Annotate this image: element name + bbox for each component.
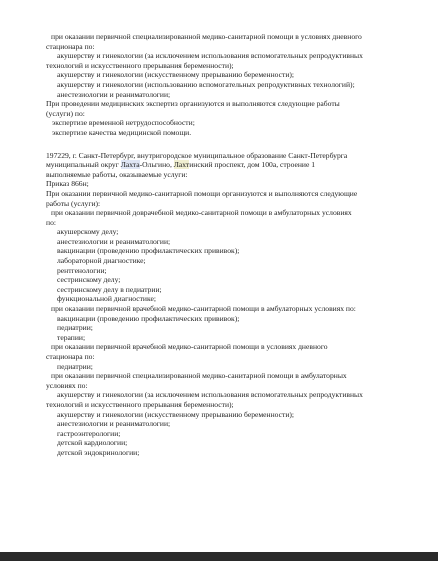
text-line: технологий и искусственного прерывания беременности); (46, 60, 234, 70)
highlight-lakht: Лахт (173, 160, 190, 170)
address-line-2 (46, 160, 418, 170)
text-line: анестезиологии и реаниматологии; (57, 236, 171, 246)
text-line: экспертизе временной нетрудоспособности; (52, 118, 195, 128)
text-line: Приказ 866н; (46, 179, 89, 189)
text-line: при оказании первичной врачебной медико-санитарной помощи в условиях дневного (51, 342, 328, 352)
text-line: вакцинации (проведению профилактических прививок); (57, 313, 240, 323)
text-line: При проведении медицинских экспертиз организуются и выполняются следующие работы (46, 99, 340, 109)
address-prefix: муниципальный округ (46, 160, 121, 170)
text-line: детской эндокринологии; (57, 447, 140, 457)
text-line: акушерству и гинекологии (искусственному прерыванию беременности); (57, 409, 295, 419)
services-block-1 (46, 32, 418, 138)
text-line: лабораторной диагностике; (57, 256, 146, 266)
text-line: сестринскому делу в педиатрии; (57, 284, 162, 294)
text-line: при оказании первичной доврачебной медико-санитарной помощи в амбулаторных условиях (51, 208, 352, 218)
text-line: акушерскому делу; (57, 227, 119, 237)
text-line: вакцинации (проведению профилактических прививок); (57, 246, 240, 256)
text-line: педиатрии; (57, 323, 93, 333)
text-line: акушерству и гинекологии (за исключением использования вспомогательных репродуктивных (57, 51, 363, 61)
text-line: при оказании первичной специализированной медико-санитарной помощи в амбулаторных (51, 371, 347, 381)
text-line: анестезиологии и реаниматологии; (57, 89, 171, 99)
text-line: анестезиологии и реаниматологии; (57, 419, 171, 429)
text-line: стационара по: (46, 41, 95, 51)
text-line: акушерству и гинекологии (за исключением использования вспомогательных репродуктивных (57, 390, 363, 400)
bottom-scroll-bar[interactable] (0, 552, 438, 561)
highlight-lakhta: Лахта (120, 160, 140, 170)
text-line: гастроэнтерологии; (57, 428, 121, 438)
text-line: рентгенологии; (57, 265, 107, 275)
text-line: при оказании первичной специализированной медико-санитарной помощи в условиях дневного (51, 32, 362, 41)
text-line: экспертизе качества медицинской помощи. (52, 127, 192, 137)
text-line: условиях по: (46, 380, 88, 390)
text-line: стационара по: (46, 352, 95, 361)
address-suffix: инский проспект, дом 100а, строение 1 (189, 160, 316, 170)
document-content (46, 32, 418, 458)
address-line-3: выполняемые работы, оказываемые услуги: (46, 169, 188, 179)
address-line-1: 197229, г. Санкт-Петербург, внутригородское муниципальное образование Санкт-Петербурга (46, 150, 348, 160)
text-line: терапии; (57, 332, 86, 342)
text-line: функциональной диагностике; (57, 294, 156, 304)
text-line: при оказании первичной врачебной медико-санитарной помощи в амбулаторных условиях по: (51, 304, 356, 314)
text-line: по: (46, 217, 56, 227)
text-line: работы (услуги): (46, 198, 101, 208)
text-line: педиатрии; (57, 361, 93, 371)
text-line: акушерству и гинекологии (искусственному прерыванию беременности); (57, 70, 295, 80)
services-block-2 (46, 179, 418, 457)
paragraph-gap (46, 138, 418, 151)
text-line: (услуги) по: (46, 108, 85, 118)
address-middle: -Ольгино, (139, 160, 174, 170)
address-block (46, 151, 418, 180)
text-line: технологий и искусственного прерывания беременности); (46, 399, 234, 409)
text-line: акушерству и гинекологии (использованию вспомогательных репродуктивных технологий); (57, 79, 355, 89)
text-line: сестринскому делу; (57, 275, 121, 285)
text-line: При оказании первичной медико-санитарной помощи организуются и выполняются следующие (46, 188, 358, 198)
text-line: детской кардиологии; (57, 438, 128, 448)
